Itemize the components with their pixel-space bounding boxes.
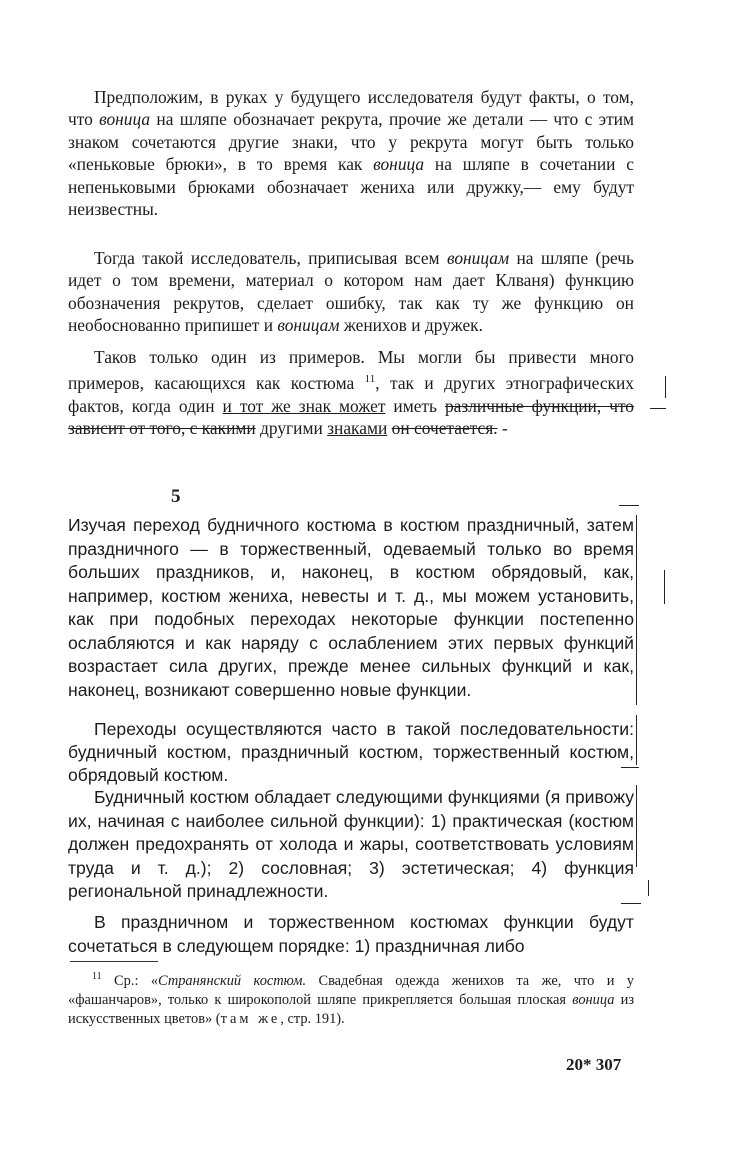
text-run: Таков только один из примеров. Мы могли бы привести много примеров, касающихся как костюма [68, 347, 634, 394]
margin-pencil-mark [636, 715, 637, 765]
margin-pencil-mark [648, 880, 649, 896]
text-run: Ср.: « [101, 972, 159, 989]
italic-term: воница [572, 991, 615, 1008]
text-run: из искусственных цветов» ( [68, 991, 635, 1027]
handwritten-strikethrough: различные функции, что зависит от того, с какими [68, 395, 635, 439]
handwritten-underline: и тот же знак может [222, 395, 386, 416]
text-run: Переходы осуществляются часто в такой последовательности: будничный костюм, праздничный костюм, торжественный костюм, обрядовый костюм. [68, 719, 634, 786]
text-run: Будничный костюм обладает следующими функциями (я привожу их, начиная с наиболее сильной функции): 1) практическая (костюм должен предохранять от холода и жары, соответствовать условиям труда и т. д.); 2) сословная; 3) эстетическая; 4) функция региональной принадлежности. [68, 787, 634, 902]
text-run: иметь [385, 395, 445, 416]
paragraph-6 [68, 786, 634, 904]
margin-pencil-mark [650, 408, 666, 409]
margin-pencil-mark [621, 767, 639, 768]
text-run: женихов и дружек. [339, 315, 483, 336]
paragraph-4 [68, 514, 634, 702]
margin-pencil-mark [664, 570, 665, 604]
italic-term: воница [99, 109, 151, 130]
spaced-text: там же [220, 1010, 281, 1027]
text-run: Предположим, в руках у будущего исследователя будут факты, о том, что [68, 87, 634, 130]
text-run: Тогда такой исследователь, приписывая всем [94, 248, 447, 268]
paragraph-5 [68, 718, 634, 788]
footnote-ref[interactable]: 11 [364, 373, 376, 386]
section-number: 5 [171, 486, 181, 507]
handwritten-underline: знаками [327, 418, 388, 439]
margin-pencil-mark [665, 376, 666, 398]
margin-pencil-mark [621, 903, 641, 904]
text-run: , так и других этнографических фактов, когда один [68, 373, 634, 416]
page-number: 20* 307 [566, 1055, 622, 1074]
text-run: В праздничном и торжественном костюмах функции будут сочетаться в следующем порядке: 1) праздничная либо [68, 912, 634, 956]
italic-term: воницам [277, 315, 340, 336]
footnote-divider [70, 961, 158, 962]
paragraph-3 [68, 346, 634, 439]
italic-title: Странянский костюм. [158, 972, 307, 989]
text-run: Свадебная одежда женихов та же, что и у «фашанчаров», только к широкополой шляпе прикрепляется большая плоская [68, 972, 635, 1008]
text-run: - [497, 418, 508, 439]
footnote [68, 967, 634, 1029]
margin-pencil-mark [619, 505, 639, 506]
italic-term: воница [373, 154, 425, 175]
margin-pencil-mark [636, 785, 637, 867]
italic-term: воницам [447, 248, 510, 268]
footnote-number: 11 [92, 971, 102, 982]
text-run: на шляпе (речь идет о том времени, материал о котором нам дает Клваня) функцию обозначения рекрутов, сделает ошибку, так как ту же функцию он необоснованно припишет и [68, 248, 634, 336]
text-run: на шляпе в сочетании с непеньковыми брюками обозначает жениха или дружку,— ему будут неизвестны. [68, 154, 635, 220]
text-run: на шляпе обозначает рекрута, прочие же детали — что с этим знаком сочетаются другие знаки, что у рекрута могут быть только «пеньковые брюки», в то время как [68, 109, 634, 175]
paragraph-1 [68, 86, 634, 220]
paragraph-2 [68, 247, 634, 337]
margin-pencil-mark [636, 515, 637, 705]
text-run: , стр. 191). [280, 1010, 345, 1027]
text-run: Изучая переход будничного костюма в костюм праздничный, затем праздничного — в торжественный, одеваемый только во время больших праздников, и, наконец, в костюм обрядовый, как, например, костюм жениха, невесты и т. д., мы можем установить, как при подобных переходах некоторые функции постепенно ослабляются и как наряду с ослаблением этих первых функций возрастает сила других, прежде менее сильных функций и как, наконец, возникают совершенно новые функции. [68, 515, 634, 700]
handwritten-strikethrough: он сочетается. [391, 418, 498, 439]
paragraph-7 [68, 911, 634, 958]
text-run: другими [255, 418, 328, 439]
